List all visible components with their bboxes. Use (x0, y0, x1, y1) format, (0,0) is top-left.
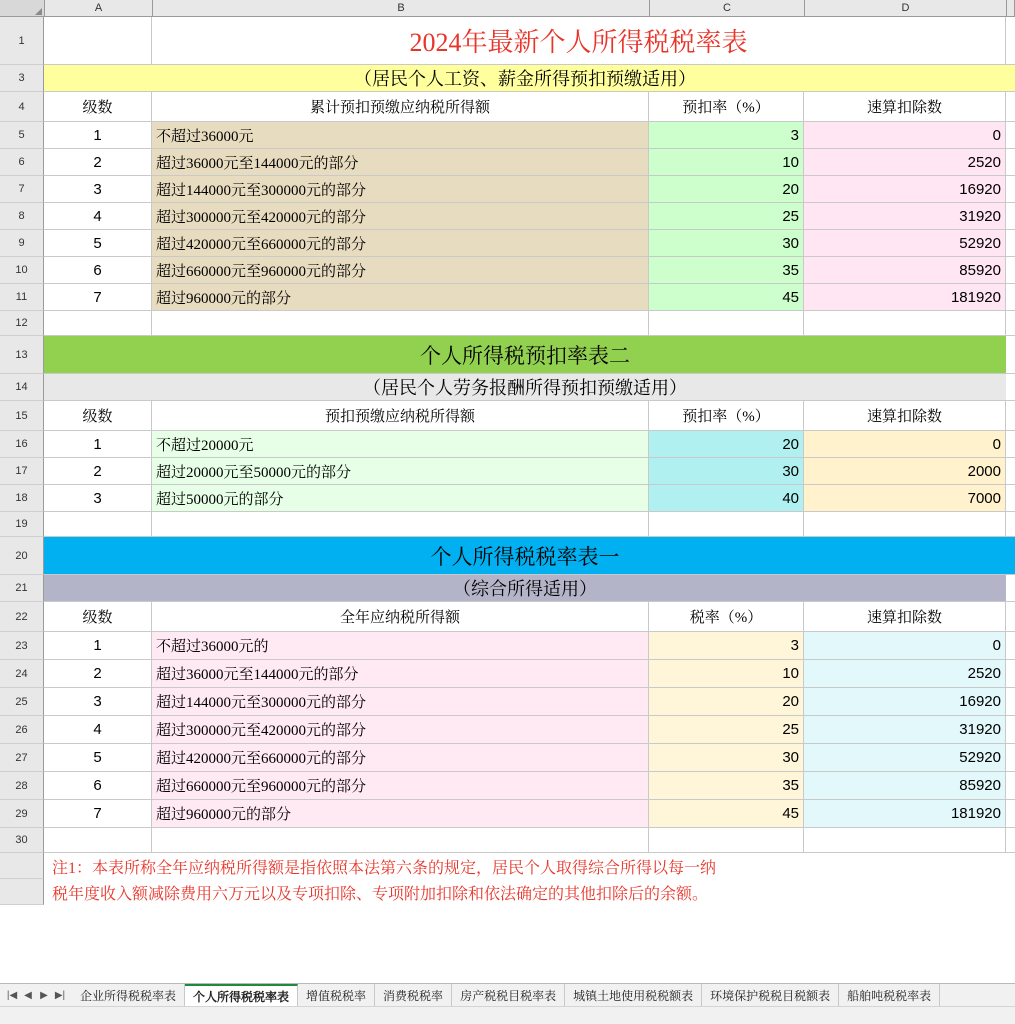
note-line-2[interactable]: 税年度收入额减除费用六万元以及专项扣除、专项附加扣除和依法确定的其他扣除后的余额。 (52, 885, 709, 903)
table2-subtitle[interactable]: （居民个人劳务报酬所得预扣预缴适用） (44, 374, 1006, 401)
next-sheet-icon[interactable]: ▶ (40, 989, 48, 1001)
t1-header-income[interactable]: 累计预扣预缴应纳税所得额 (152, 92, 649, 122)
row-header[interactable]: 21 (0, 575, 44, 602)
t3-header-income[interactable]: 全年应纳税所得额 (152, 602, 649, 632)
table-row (0, 203, 1015, 230)
t3-rate[interactable]: 3 (649, 632, 804, 660)
t3-income[interactable]: 超过300000元至420000元的部分 (152, 716, 649, 744)
t2-level[interactable]: 1 (44, 431, 152, 458)
table3-band-title[interactable]: 个人所得税税率表一 (44, 537, 1006, 575)
sheet-tab-tudi[interactable]: 城镇土地使用税税额表 (565, 984, 702, 1006)
column-header-c[interactable]: C (650, 0, 805, 16)
t3-rate[interactable]: 30 (649, 744, 804, 772)
t3-rate[interactable]: 45 (649, 800, 804, 828)
table-row (0, 632, 1015, 660)
t1-deduction[interactable]: 0 (804, 122, 1006, 149)
table-row (0, 512, 1015, 537)
table-row (0, 688, 1015, 716)
t1-income[interactable]: 超过960000元的部分 (152, 284, 649, 311)
row-header[interactable]: 5 (0, 122, 44, 149)
column-header-d[interactable]: D (805, 0, 1007, 16)
cell-d19[interactable] (804, 512, 1006, 537)
t1-level[interactable]: 2 (44, 149, 152, 176)
t2-level[interactable]: 2 (44, 458, 152, 485)
t1-header-rate[interactable]: 预扣率（%） (649, 92, 804, 122)
t1-deduction[interactable]: 2520 (804, 149, 1006, 176)
row-header[interactable]: 6 (0, 149, 44, 176)
t3-deduction[interactable]: 16920 (804, 688, 1006, 716)
table-row (0, 336, 1015, 374)
t3-level[interactable]: 5 (44, 744, 152, 772)
cell-e27[interactable] (1006, 744, 1015, 772)
t2-income[interactable]: 超过20000元至50000元的部分 (152, 458, 649, 485)
cell-b30[interactable] (152, 828, 649, 853)
row-header[interactable]: 4 (0, 92, 44, 122)
t1-deduction[interactable]: 85920 (804, 257, 1006, 284)
sheet-tab-huanbao[interactable]: 环境保护税税目税额表 (702, 984, 839, 1006)
t3-rate[interactable]: 20 (649, 688, 804, 716)
t3-deduction[interactable]: 52920 (804, 744, 1006, 772)
t3-rate[interactable]: 25 (649, 716, 804, 744)
first-sheet-icon[interactable]: |◀ (6, 989, 18, 1001)
row-header[interactable]: 3 (0, 65, 44, 92)
cell-e7[interactable] (1006, 176, 1015, 203)
row-header[interactable] (0, 853, 44, 879)
row-header[interactable]: 27 (0, 744, 44, 772)
cell-e19[interactable] (1006, 512, 1015, 537)
table-row (0, 92, 1015, 122)
row-header[interactable]: 9 (0, 230, 44, 257)
t3-deduction[interactable]: 181920 (804, 800, 1006, 828)
row-header[interactable]: 24 (0, 660, 44, 688)
table-row (0, 660, 1015, 688)
cell-e23[interactable] (1006, 632, 1015, 660)
table-row (0, 431, 1015, 458)
t1-income[interactable]: 超过660000元至960000元的部分 (152, 257, 649, 284)
t1-deduction[interactable]: 181920 (804, 284, 1006, 311)
t3-income[interactable]: 超过660000元至960000元的部分 (152, 772, 649, 800)
t1-deduction[interactable]: 31920 (804, 203, 1006, 230)
table-row (0, 485, 1015, 512)
t3-income[interactable]: 超过36000元至144000元的部分 (152, 660, 649, 688)
table-row (0, 458, 1015, 485)
t1-deduction[interactable]: 16920 (804, 176, 1006, 203)
sheet-tab-qiye[interactable]: 企业所得税税率表 (72, 984, 185, 1006)
cell-e13[interactable] (1006, 336, 1015, 374)
table-row (0, 17, 1015, 65)
t1-header-deduction[interactable]: 速算扣除数 (804, 92, 1006, 122)
table-row (0, 311, 1015, 336)
t3-level[interactable]: 7 (44, 800, 152, 828)
sheet-tab-xiaofei[interactable]: 消费税税率 (375, 984, 452, 1006)
table-row (0, 853, 1015, 879)
row-header[interactable]: 12 (0, 311, 44, 336)
table-row (0, 149, 1015, 176)
sheet-nav-buttons (0, 984, 72, 1006)
row-header[interactable]: 1 (0, 17, 44, 65)
t2-income[interactable]: 不超过20000元 (152, 431, 649, 458)
cell-c30[interactable] (649, 828, 804, 853)
cell-e14[interactable] (1006, 374, 1015, 401)
t1-level[interactable]: 3 (44, 176, 152, 203)
t1-level[interactable]: 7 (44, 284, 152, 311)
cell-e3[interactable] (1006, 65, 1015, 92)
row-header[interactable]: 23 (0, 632, 44, 660)
sheet-tab-chuanbo[interactable]: 船舶吨税税率表 (839, 984, 940, 1006)
t1-level[interactable]: 1 (44, 122, 152, 149)
table1-subtitle[interactable]: （居民个人工资、薪金所得预扣预缴适用） (44, 65, 1006, 92)
last-sheet-icon[interactable]: ▶| (54, 989, 66, 1001)
table-row (0, 537, 1015, 575)
sheet-grid (0, 17, 1015, 905)
column-header-a[interactable]: A (45, 0, 153, 16)
t3-income[interactable]: 不超过36000元的 (152, 632, 649, 660)
row-header[interactable]: 26 (0, 716, 44, 744)
table-row (0, 772, 1015, 800)
row-header[interactable]: 14 (0, 374, 44, 401)
cell-e11[interactable] (1006, 284, 1015, 311)
table-row (0, 800, 1015, 828)
cell-e22[interactable] (1006, 602, 1015, 632)
t3-deduction[interactable]: 0 (804, 632, 1006, 660)
cell-e24[interactable] (1006, 660, 1015, 688)
row-header[interactable]: 16 (0, 431, 44, 458)
cell-d30[interactable] (804, 828, 1006, 853)
t3-deduction[interactable]: 2520 (804, 660, 1006, 688)
table-row (0, 744, 1015, 772)
row-header[interactable]: 30 (0, 828, 44, 853)
table-row (0, 401, 1015, 431)
cell-e20[interactable] (1006, 537, 1015, 575)
column-header-b[interactable]: B (153, 0, 650, 16)
cell-c19[interactable] (649, 512, 804, 537)
row-header[interactable]: 25 (0, 688, 44, 716)
table-row (0, 602, 1015, 632)
cell-a12[interactable] (44, 311, 152, 336)
row-header[interactable]: 15 (0, 401, 44, 431)
row-header[interactable]: 10 (0, 257, 44, 284)
t1-header-level[interactable]: 级数 (44, 92, 152, 122)
t1-income[interactable]: 超过420000元至660000元的部分 (152, 230, 649, 257)
t2-deduction[interactable]: 0 (804, 431, 1006, 458)
cell-e18[interactable] (1006, 485, 1015, 512)
cell-a1[interactable] (44, 17, 152, 65)
sheet-tab-bar (0, 983, 1015, 1006)
table-row (0, 122, 1015, 149)
t1-rate[interactable]: 20 (649, 176, 804, 203)
cell-e9[interactable] (1006, 230, 1015, 257)
cell-d12[interactable] (804, 311, 1006, 336)
table-row (0, 879, 1015, 905)
t1-level[interactable]: 6 (44, 257, 152, 284)
t1-level[interactable]: 5 (44, 230, 152, 257)
table3-subtitle[interactable]: （综合所得适用） (44, 575, 1006, 602)
table-row (0, 828, 1015, 853)
t3-deduction[interactable]: 31920 (804, 716, 1006, 744)
cell-e16[interactable] (1006, 431, 1015, 458)
t1-deduction[interactable]: 52920 (804, 230, 1006, 257)
row-header[interactable]: 28 (0, 772, 44, 800)
table-row (0, 230, 1015, 257)
t1-level[interactable]: 4 (44, 203, 152, 230)
cell-e10[interactable] (1006, 257, 1015, 284)
table-row (0, 374, 1015, 401)
t1-income[interactable]: 超过36000元至144000元的部分 (152, 149, 649, 176)
t1-rate[interactable]: 25 (649, 203, 804, 230)
cell-a30[interactable] (44, 828, 152, 853)
cell-e4[interactable] (1006, 92, 1015, 122)
row-header[interactable]: 7 (0, 176, 44, 203)
sheet-tabs (72, 984, 940, 1006)
row-header[interactable]: 18 (0, 485, 44, 512)
cell-c12[interactable] (649, 311, 804, 336)
cell-e30[interactable] (1006, 828, 1015, 853)
cell-e29[interactable] (1006, 800, 1015, 828)
cell-e17[interactable] (1006, 458, 1015, 485)
t2-header-deduction[interactable]: 速算扣除数 (804, 401, 1006, 431)
row-header[interactable]: 17 (0, 458, 44, 485)
t1-rate[interactable]: 30 (649, 230, 804, 257)
t3-header-level[interactable]: 级数 (44, 602, 152, 632)
t1-rate[interactable]: 3 (649, 122, 804, 149)
t3-header-deduction[interactable]: 速算扣除数 (804, 602, 1006, 632)
table-row (0, 716, 1015, 744)
cell-a19[interactable] (44, 512, 152, 537)
select-all-corner[interactable] (0, 0, 45, 16)
t2-header-level[interactable]: 级数 (44, 401, 152, 431)
row-header[interactable]: 8 (0, 203, 44, 230)
t1-rate[interactable]: 45 (649, 284, 804, 311)
table-row (0, 575, 1015, 602)
prev-sheet-icon[interactable]: ◀ (24, 989, 32, 1001)
t3-rate[interactable]: 35 (649, 772, 804, 800)
row-header[interactable]: 19 (0, 512, 44, 537)
sheet-tab-zengzhi[interactable]: 增值税税率 (298, 984, 375, 1006)
row-header[interactable]: 20 (0, 537, 44, 575)
row-header[interactable] (0, 879, 44, 905)
t3-rate[interactable]: 10 (649, 660, 804, 688)
cell-e5[interactable] (1006, 122, 1015, 149)
cell-e21[interactable] (1006, 575, 1015, 602)
t3-income[interactable]: 超过960000元的部分 (152, 800, 649, 828)
cell-e1[interactable] (1006, 17, 1015, 65)
t3-income[interactable]: 超过144000元至300000元的部分 (152, 688, 649, 716)
cell-e12[interactable] (1006, 311, 1015, 336)
t2-header-rate[interactable]: 预扣率（%） (649, 401, 804, 431)
t3-level[interactable]: 1 (44, 632, 152, 660)
t2-rate[interactable]: 30 (649, 458, 804, 485)
column-header-e[interactable] (1007, 0, 1015, 16)
t2-level[interactable]: 3 (44, 485, 152, 512)
table-row (0, 65, 1015, 92)
t2-income[interactable]: 超过50000元的部分 (152, 485, 649, 512)
t3-level[interactable]: 2 (44, 660, 152, 688)
cell-e28[interactable] (1006, 772, 1015, 800)
t3-header-rate[interactable]: 税率（%） (649, 602, 804, 632)
table2-band-title[interactable]: 个人所得税预扣率表二 (44, 336, 1006, 374)
t3-level[interactable]: 4 (44, 716, 152, 744)
t2-rate[interactable]: 20 (649, 431, 804, 458)
sheet-tab-fangchan[interactable]: 房产税税目税率表 (452, 984, 565, 1006)
row-header[interactable]: 29 (0, 800, 44, 828)
cell-e15[interactable] (1006, 401, 1015, 431)
table-row (0, 257, 1015, 284)
cell-b12[interactable] (152, 311, 649, 336)
column-header-bar (0, 0, 1015, 17)
t2-header-income[interactable]: 预扣预缴应纳税所得额 (152, 401, 649, 431)
table-row (0, 284, 1015, 311)
t3-level[interactable]: 3 (44, 688, 152, 716)
cell-b19[interactable] (152, 512, 649, 537)
note-line-1[interactable]: 注1：本表所称全年应纳税所得额是指依照本法第六条的规定，居民个人取得综合所得以每一纳 (52, 859, 717, 877)
status-bar (0, 1006, 1015, 1024)
t2-rate[interactable]: 40 (649, 485, 804, 512)
t2-deduction[interactable]: 2000 (804, 458, 1006, 485)
cell-e26[interactable] (1006, 716, 1015, 744)
cell-e6[interactable] (1006, 149, 1015, 176)
row-header[interactable]: 11 (0, 284, 44, 311)
sheet-title[interactable]: 2024年最新个人所得税税率表 (152, 17, 1006, 65)
t3-level[interactable]: 6 (44, 772, 152, 800)
cell-e25[interactable] (1006, 688, 1015, 716)
t1-income[interactable]: 超过144000元至300000元的部分 (152, 176, 649, 203)
sheet-tab-geren[interactable]: 个人所得税税率表 (185, 984, 298, 1006)
table-row (0, 176, 1015, 203)
t3-deduction[interactable]: 85920 (804, 772, 1006, 800)
t1-rate[interactable]: 35 (649, 257, 804, 284)
t3-income[interactable]: 超过420000元至660000元的部分 (152, 744, 649, 772)
cell-e8[interactable] (1006, 203, 1015, 230)
t2-deduction[interactable]: 7000 (804, 485, 1006, 512)
t1-income[interactable]: 超过300000元至420000元的部分 (152, 203, 649, 230)
t1-income[interactable]: 不超过36000元 (152, 122, 649, 149)
t1-rate[interactable]: 10 (649, 149, 804, 176)
row-header[interactable]: 13 (0, 336, 44, 374)
row-header[interactable]: 22 (0, 602, 44, 632)
